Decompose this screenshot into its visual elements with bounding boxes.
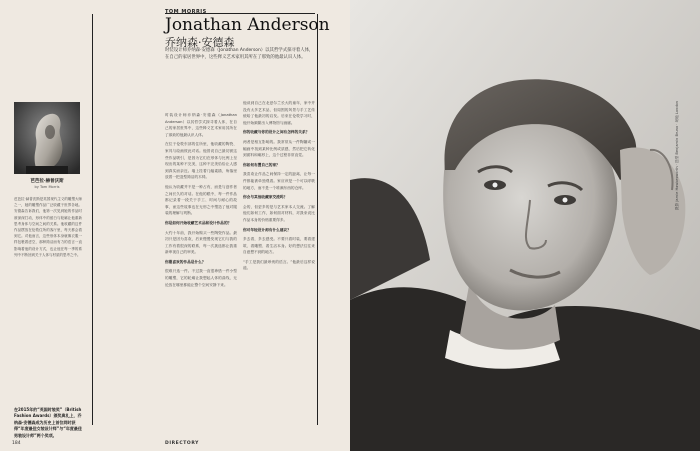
body-paragraph: 时装设计师乔纳森·安德森（Jonathan Anderson）以其哲学式探寻着人体，在自己的家居世界中，这些释义艺术家用其所在了那致的他最认识人体。 [165, 113, 237, 137]
sidebar-caption-title: 芭芭拉·赫普沃斯 [30, 179, 64, 184]
body-paragraph: 两者是相互影响的。我常常从一件陶罐或一幅画中找到某种比例或质感，然后把它转化到面料和廓形上，这个过程非常直觉。 [243, 139, 315, 158]
body-paragraph: 大约十年前，我开始购买一些陶瓷作品。最初只是因为喜欢，后来慢慢发现它们与我的工作有着很深的联系，每一次挑选都让我重新审视自己的审美。 [165, 230, 237, 255]
body-paragraph: 他认为收藏并不是一种占有，而是与创作者之间长久的对话。在他的眼中，每一件作品都记录着一段关于手工、时间与耐心的故事，而这些故事也在无形之中塑造了他对服装的理解与判断。 [165, 184, 237, 216]
interview-question: 你最喜欢的作品是什么？ [165, 259, 206, 264]
sculpture-photo [14, 102, 80, 174]
body-paragraph: “手工是我们最珍贵的语言。”他最后这样说道。 [243, 259, 315, 271]
interview-question: 你如何布置自己的家？ [243, 162, 280, 167]
interview-question: 你会与其他收藏家交流吗？ [243, 195, 288, 200]
body-paragraph: 很难只选一件。不过我一直很珍惜一件小型的雕塑，它的轮廓让我想起人体的曲线，无论放在哪里都能让整个空间安静下来。 [165, 269, 237, 287]
page-number: 184 [12, 441, 21, 446]
right-page [350, 0, 700, 451]
body-paragraph: 我喜欢让作品之间保持一定的距离，让每一件都能被单独观看。家应该是一个可以呼吸的地方，而不是一个堆满东西的仓库。 [243, 172, 315, 190]
sidebar-caption-credit: by Tom Morris [34, 185, 60, 189]
interview-question: 你的收藏与你的设计之间有怎样的关系？ [243, 130, 310, 135]
article-subtitle: 乔纳森·安德森 [165, 36, 235, 49]
body-paragraph: 会的，但更多的是与艺术家本人交流。了解他们如何工作，如何面对材料，对我来说比作品本身的价格重要得多。 [243, 204, 315, 222]
portrait-photo [350, 0, 700, 451]
section-label: DIRECTORY [165, 441, 200, 446]
sidebar-award-note: 在2015年的“英国时装奖”（British Fashion Awards）颁奖典礼上，乔纳森·安德森成为历史上首位同时获得“年度最佳女装设计师”与“年度最佳男装设计师”两个奖项。 [14, 407, 82, 438]
interview-question: 你是如何开始收藏艺术品和设计作品的？ [165, 220, 232, 225]
column-rule-right [317, 14, 318, 425]
byline: TOM MORRIS [165, 9, 207, 15]
sidebar-body: 芭芭拉·赫普沃斯是英国现代主义的雕塑大师之一，她的雕塑作品广泛收藏于世界各地。安德森告诉我们，他第一次见到她的作品时被深深打动，形体中的留白与轮廓让他重新思考身体与空间之间的关系。他收藏的这件作品摆放在伦敦住所的客厅里，每天都会看到它。对他而言，这些形体本身就像衣服一样包裹着虚空，那种简洁而有力的语言一直影响着他的设计方式，也让他在每一季的系列中不断回到关于人体与材质的思考之中。 [14, 197, 82, 257]
photo-credit: 摄影 Jamie Hawkesworth · 造型 Benjamin Bruno · 场地 London [675, 100, 679, 210]
body-paragraph: 多去看，多去感受。不要只看时装，要看建筑、看雕塑、看生活本身。好的想法往往来自意想不到的地方。 [243, 237, 315, 255]
body-column-1 [165, 112, 237, 432]
body-column-2 [243, 100, 315, 432]
body-paragraph: 他谈到自己在北爱尔兰长大的童年，家中并没有太多艺术品，但周围的风景与手工艺传统给了他最初的启发。后来在伦敦学习时，他开始频繁出入博物馆与画廊。 [243, 101, 315, 125]
column-rule-left [92, 14, 93, 425]
interview-question: 你对年轻设计师有什么建议？ [243, 227, 291, 232]
body-paragraph: 在位于伦敦东部的住所里，他收藏的陶瓷、家具与绘画彼此对话。他曾说自己最初被这些作品吸引，是因为它们在形体与比例上呈现出的某种不完美，这种不完美恰恰让人感到真实而亲近。墙上挂着几幅素描，角落里放着一把造型简洁的木椅。 [165, 142, 237, 180]
article-title: Jonathan Anderson [165, 15, 330, 35]
article-intro: 时装设计师乔纳森·安德森（Jonathan Anderson）以其哲学式探寻着人体，在自己的家居世界中，这些释义艺术家用其所在了那致的他最认识人体。 [165, 48, 314, 60]
